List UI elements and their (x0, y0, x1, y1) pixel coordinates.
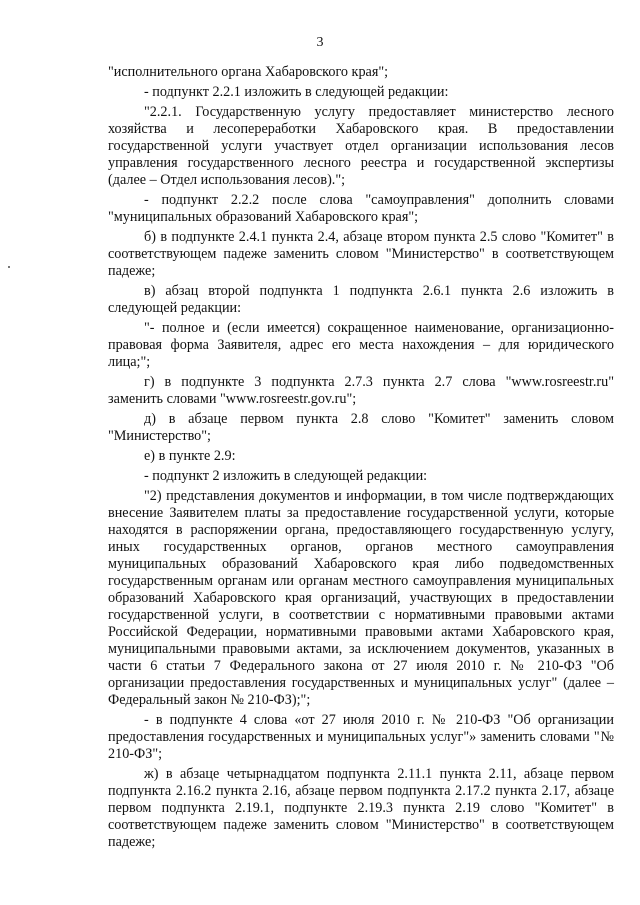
paragraph-item-v: в) абзац второй подпункта 1 подпункта 2.6.1 пункта 2.6 изложить в следующей редакции: (108, 283, 614, 316)
paragraph-item-d: д) в абзаце первом пункта 2.8 слово "Комитет" заменить словом "Министерство"; (108, 411, 614, 444)
document-body (108, 64, 614, 854)
paragraph-item-e-subitem-2: - подпункт 2 изложить в следующей редакции: (144, 468, 428, 484)
paragraph-item-e: е) в пункте 2.9: (144, 448, 236, 464)
paragraph-subitem-2-2-2: - подпункт 2.2.2 после слова "самоуправления" дополнить словами "муниципальных образований Хабаровского края"; (108, 192, 614, 225)
paragraph-item-zh: ж) в абзаце четырнадцатом подпункта 2.11.1 пункта 2.11, абзаце первом подпункта 2.16.2 пункта 2.16, абзаце первом подпункта 2.17.2 пункта 2.17, абзаце первом подпункта 2.19.1, подпункте 2.19.3 пункта 2.19 слово "Комитет" в соответствующем падеже заменить словом "Министерство" в соответствующем падеже; (108, 766, 614, 850)
paragraph-item-e-subitem-2-text: "2) представления документов и информации, в том числе подтверждающих внесение Заявителем платы за предоставление государственной услуги, которые находятся в распоряжении органа, предоставляющего государственную услугу, иных государственных органов, органов местного самоуправления муниципальных образований Хабаровского края либо подведомственных государственным органам или органам местного самоуправления муниципальных образований Хабаровского края организаций, участвующих в предоставлении государственной услуги, в соответствии с нормативными правовыми актами Российской Федерации, нормативными правовыми актами Хабаровского края, муниципальными правовыми актами, за исключением документов, указанных в части 6 статьи 7 Федерального закона от 27 июля 2010 г. № 210-ФЗ "Об организации предоставления государственных и муниципальных услуг" (далее – Федеральный закон № 210-ФЗ);"; (108, 488, 614, 708)
paragraph-item-e-subitem-4: - в подпункте 4 слова «от 27 июля 2010 г. № 210-ФЗ "Об организации предоставления государственных и муниципальных услуг"» заменить словами "№ 210-ФЗ"; (108, 712, 614, 762)
paragraph-quote-end: "исполнительного органа Хабаровского края"; (108, 64, 389, 80)
page-number: 3 (316, 35, 324, 50)
margin-mark (8, 266, 10, 268)
paragraph-item-v-text: "- полное и (если имеется) сокращенное наименование, организационно-правовая форма Заявителя, адрес его места нахождения – для юридического лица;"; (108, 320, 614, 370)
paragraph-item-b: б) в подпункте 2.4.1 пункта 2.4, абзаце втором пункта 2.5 слово "Комитет" в соответствующем падеже заменить словом "Министерство" в соответствующем падеже; (108, 229, 614, 279)
paragraph-item-g: г) в подпункте 3 подпункта 2.7.3 пункта 2.7 слова "www.rosreestr.ru" заменить словами "www.rosreestr.gov.ru"; (108, 374, 614, 407)
paragraph-2-2-1-text: "2.2.1. Государственную услугу предоставляет министерство лесного хозяйства и лесопереработки Хабаровского края. В предоставлении государственной услуги участвует отдел организации использования лесов управления государственного лесного реестра и государственной экспертизы (далее – Отдел использования лесов)."; (108, 104, 614, 188)
paragraph-subitem-2-2-1: - подпункт 2.2.1 изложить в следующей редакции: (144, 84, 449, 100)
